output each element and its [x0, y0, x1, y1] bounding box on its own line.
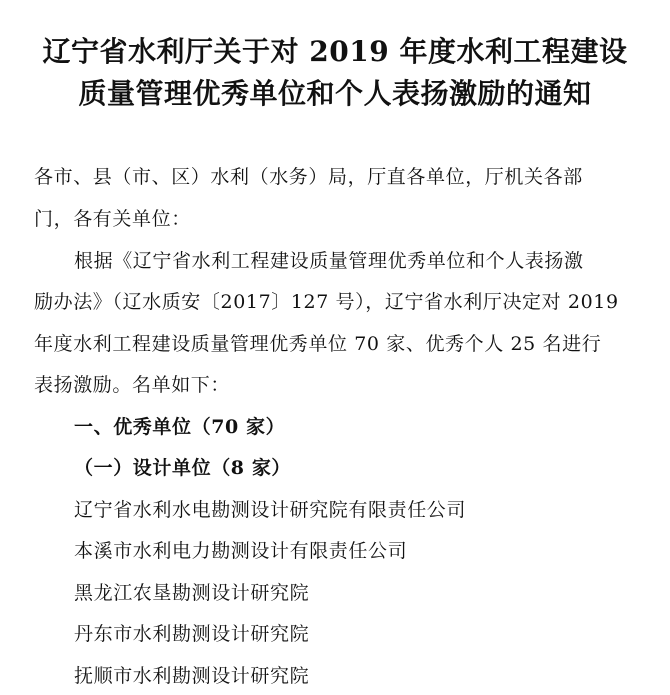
design-unit-item: 辽宁省水利水电勘测设计研究院有限责任公司	[74, 499, 467, 521]
salutation-line-1: 各市、县（市、区）水利（水务）局，厅直各单位，厅机关各部	[34, 166, 583, 188]
design-unit-item: 抚顺市水利勘测设计研究院	[74, 665, 310, 687]
document-title-line-1: 辽宁省水利厅关于对 2019 年度水利工程建设	[42, 35, 628, 68]
body-paragraph-line-1: 根据《辽宁省水利工程建设质量管理优秀单位和个人表扬激	[74, 250, 584, 272]
document-title-line-2: 质量管理优秀单位和个人表扬激励的通知	[78, 77, 592, 110]
design-unit-item: 黑龙江农垦勘测设计研究院	[74, 582, 310, 604]
design-unit-item: 丹东市水利勘测设计研究院	[74, 623, 310, 645]
design-unit-item: 本溪市水利电力勘测设计有限责任公司	[74, 540, 408, 562]
subsection-heading-design-units: （一）设计单位（8 家）	[74, 457, 292, 479]
body-paragraph-line-3: 年度水利工程建设质量管理优秀单位 70 家、优秀个人 25 名进行	[34, 333, 602, 355]
body-paragraph-line-4: 表扬激励。名单如下：	[34, 374, 231, 396]
body-paragraph-line-2: 励办法》（辽水质安〔2017〕127 号），辽宁省水利厅决定对 2019	[34, 291, 619, 313]
section-heading-excellent-units: 一、优秀单位（70 家）	[74, 416, 286, 438]
salutation-line-2: 门，各有关单位：	[34, 208, 191, 230]
